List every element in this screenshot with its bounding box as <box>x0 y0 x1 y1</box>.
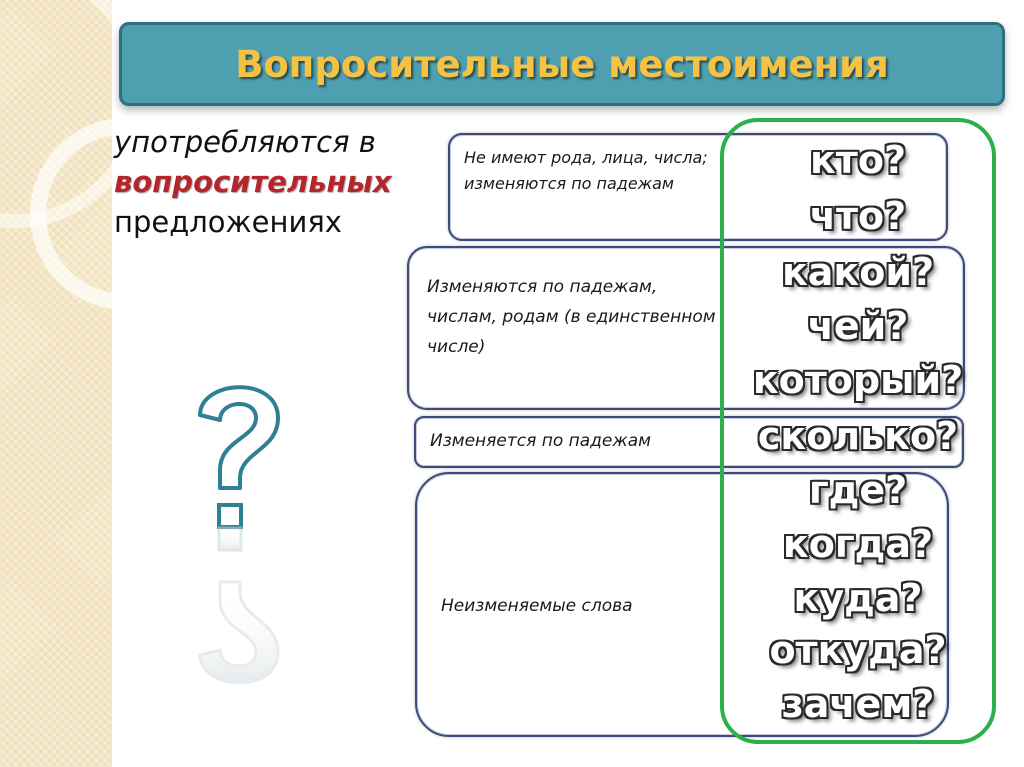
pronoun-word: сколько? <box>757 414 959 458</box>
usage-accent-word: вопросительных <box>114 165 392 199</box>
usage-statement <box>114 122 444 242</box>
pronoun-word: что? <box>809 194 907 238</box>
pronoun-word: откуда? <box>769 628 947 672</box>
question-mark-icon <box>190 370 290 700</box>
group-description: Изменяются по падежам, числам, родам (в единственном числе) <box>427 277 716 357</box>
pronoun-word: где? <box>808 468 908 512</box>
pronoun-word: кто? <box>810 138 906 182</box>
pronoun-word: какой? <box>782 250 934 294</box>
group-description: Неизменяемые слова <box>441 596 633 616</box>
slide-title: Вопросительные местоимения <box>235 42 889 86</box>
decorative-background-strip <box>0 0 112 767</box>
title-banner <box>119 22 1005 106</box>
group-description: Изменяется по падежам <box>430 431 651 451</box>
pronoun-word: куда? <box>793 576 923 620</box>
usage-line-3: предложениях <box>114 205 342 239</box>
pronoun-word: который? <box>752 358 964 402</box>
pronoun-word: зачем? <box>781 682 935 726</box>
pronoun-word: чей? <box>807 304 909 348</box>
usage-line-1: употребляются в <box>114 125 376 159</box>
pronoun-word: когда? <box>782 522 934 566</box>
group-description: Не имеют рода, лица, числа; изменяются по падежам <box>464 148 708 193</box>
